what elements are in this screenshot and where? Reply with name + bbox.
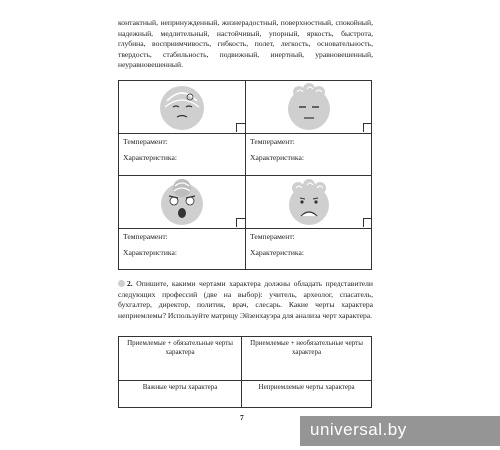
watermark-banner [300,416,500,446]
bored-calm-face-icon [284,83,334,133]
question-number: 2. [127,279,133,288]
cell-separator [119,133,245,134]
cell-corner-notch [236,123,245,132]
question-bullet-icon [118,280,125,287]
characteristic-label: Характеристика: [250,248,304,257]
question-2 [118,279,373,321]
cell-corner-notch [363,218,372,227]
cell-corner-notch [363,123,372,132]
question-text: Опишите, какими чертами характера должны обладать представители следующих профессий (две на выбор): учитель, археолог, спасатель, бухгалтер, директор, политик, врач, слесарь. Какие черты характера неприемлемы? Используйте матрицу Эйзенхауэра для анализа черт характера. [118,279,373,320]
characteristic-label: Характеристика: [123,248,177,257]
sad-thoughtful-face-icon [157,83,207,133]
temperament-label: Темперамент: [250,232,295,241]
temperament-label: Темперамент: [123,137,168,146]
watermark-text: universal.by [310,420,407,439]
matrix-cell-bottom-left: Важные черты характера [119,381,242,408]
temperament-grid [118,80,372,270]
intro-paragraph: контактный, непринужденный, жизнерадостный, поверхностный, спокойный, надежный, медлительный, настойчивый, упорный, яркость, быстрота, глубина, восприимчивость, гибкость, полет, легкость, основательность, твердость, стабильность, подвижный, инертный, уравновешенный, неуравновешенный. [118,18,373,70]
cell-separator [246,228,372,229]
cell-corner-notch [236,218,245,227]
temperament-cell [246,81,372,175]
characteristic-label: Характеристика: [123,153,177,162]
temperament-cell [246,176,372,270]
characteristic-label: Характеристика: [250,153,304,162]
temperament-cell [119,176,245,270]
matrix-cell-bottom-right: Неприемлемые черты характера [242,381,372,408]
temperament-label: Темперамент: [250,137,295,146]
cell-separator [246,133,372,134]
matrix-cell-top-left: Приемлемые + обязательные черты характера [119,337,242,381]
eisenhower-matrix [118,336,372,408]
upset-worried-face-icon [284,178,334,228]
matrix-cell-top-right: Приемлемые + необязательные черты характера [242,337,372,381]
angry-shouting-face-icon [157,178,207,228]
temperament-label: Темперамент: [123,232,168,241]
page-number: 7 [240,413,244,422]
cell-separator [119,228,245,229]
temperament-cell [119,81,245,175]
